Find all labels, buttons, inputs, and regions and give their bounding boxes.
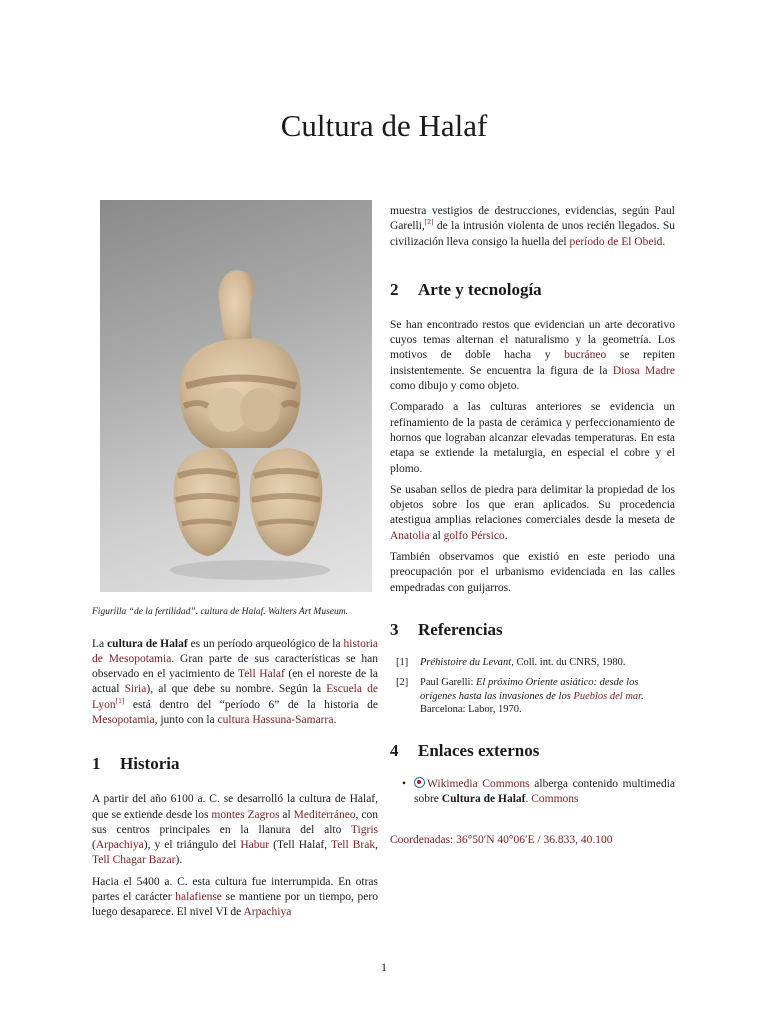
external-link-item: • Wikimedia Commons alberga contenido multimedia sobre Cultura de Halaf. Commons [402,777,676,805]
link-cultura-hassuna-samarra[interactable]: cultura Hassuna-Samarra [217,713,334,726]
section-heading-referencias: 3 Referencias [390,619,503,639]
reference-2-number: [2] [396,677,409,689]
link-tell-halaf[interactable]: Tell Halaf [237,668,285,681]
page-title: Cultura de Halaf [280,108,488,143]
reference-1: [1] Préhistoire du Levant, Coll. int. du CNRS, 1980. [390,656,675,670]
link-commons[interactable]: Commons [531,792,579,805]
page-number: 1 [381,960,387,974]
link-arpachiya[interactable]: Arpachiya [95,839,144,852]
link-historia-de-mesopotamia[interactable]: historia de Mesopotamia [92,637,378,665]
link-tigris[interactable]: Tigris [350,823,378,836]
link-golfo-persico[interactable]: golfo Pérsico [443,529,505,542]
link-arpachiya-2[interactable]: Arpachiya [243,906,292,919]
link-periodo-de-el-obeid[interactable]: período de El Obeid [569,235,663,248]
reference-1-number: [1] [396,656,409,668]
figurine-photo [100,200,372,592]
section-heading-enlaces: 4 Enlaces externos [390,740,540,760]
link-habur[interactable]: Habur [240,839,270,852]
link-tell-brak[interactable]: Tell Brak [330,839,376,852]
section-heading-arte: 2 Arte y tecnología [390,279,542,299]
link-montes-zagros[interactable]: montes Zagros [211,808,280,821]
link-tell-chagar-bazar[interactable]: Tell Chagar Bazar [92,854,176,867]
arte-paragraph-1: Se han encontrado restos que evidencian un arte decorativo cuyos temas alternan el naturalismo y la geometría. Los motivos de doble hacha y bucráneo se repiten insistentemente. Se encuentra la figura de la Diosa Madre como dibujo y como objeto. [390,318,676,393]
link-wikimedia-commons[interactable]: Wikimedia Commons [427,777,530,790]
figurine-image [100,200,372,592]
citation-1[interactable]: [1] [115,695,125,705]
section-heading-historia: 1 Historia [92,754,180,774]
link-pueblos-del-mar[interactable]: Pueblos del mar [573,690,642,702]
link-mesopotamia[interactable]: Mesopotamia [92,713,155,726]
link-halafiense[interactable]: halafiense [175,891,222,904]
citation-2[interactable]: [2] [424,217,434,227]
historia-paragraph-1: A partir del año 6100 a. C. se desarrolló la cultura de Halaf, que se extiende desde los montes Zagros al Mediterráneo, con sus centros principales en la llanura del alto Tigris (Arpachiya), y el triángulo del Habur (Tell Halaf, Tell Brak, Tell Chagar Bazar). [92,793,379,867]
figure-caption: Figurilla “de la fertilidad”. cultura de Halaf. Walters Art Museum. [92,607,348,617]
wikimedia-commons-icon [414,777,425,788]
link-bucraneo[interactable]: bucráneo [564,349,607,362]
link-diosa-madre[interactable]: Diosa Madre [612,364,675,377]
arte-paragraph-4: También observamos que existió en este periodo una preocupación por el urbanismo evidenciada en las calles empedradas con guijarros. [390,551,675,594]
link-escuela-de-lyon[interactable]: Escuela de Lyon [92,683,378,711]
link-mediterraneo[interactable]: Mediterráneo [293,808,356,821]
intro-paragraph: La cultura de Halaf es un período arqueológico de la historia de Mesopotamia. Gran parte de sus características se han observado en el yacimiento de Tell Halaf (en el noreste de la actual Siria), al que debe su nombre. Según la Escuela de Lyon[1] está dentro del “período 6” de la historia de Mesopotamia, junto con la cultura Hassuna-Samarra. [92,637,378,726]
right-column [390,204,675,848]
link-anatolia[interactable]: Anatolia [390,529,430,542]
historia-paragraph-2a: Hacia el 5400 a. C. esta cultura fue interrumpida. En otras partes el carácter halafiense se mantiene por un tiempo, pero luego desaparece. El nivel VI de Arpachiya [92,875,378,919]
arte-paragraph-3: Se usaban sellos de piedra para delimitar la propiedad de los objetos sobre los que eran aplicados. Su procedencia atestigua amplias relaciones comerciales desde la meseta de Anatolia al golfo Pérsico. [390,483,675,542]
arte-paragraph-2: Comparado a las culturas anteriores se evidencia un refinamiento de la pasta de cerámica y perfeccionamiento de hornos que lograban alcanzar elevadas temperaturas. En esta etapa se extiende la metalurgia, en especial el cobre y el plomo. [390,401,675,475]
historia-paragraph-2b: muestra vestigios de destrucciones, evidencias, según Paul Garelli,[2] de la intrusión violenta de unos recién llegados. Su civilización lleva consigo la huella del período de El Obeid. [390,205,675,248]
left-column [92,200,378,921]
link-siria[interactable]: Siria [124,683,147,696]
article-subject: cultura de Halaf [107,637,188,650]
reference-2: [2] Paul Garelli: El próximo Oriente asiático: desde los orígenes hasta las invasiones de los Pueblos del mar. Barcelona: Labor, 1970. [390,676,675,717]
coordinates-link[interactable]: Coordenadas: 36°50′N 40°06′E / 36.833, 40.100 [390,833,613,846]
